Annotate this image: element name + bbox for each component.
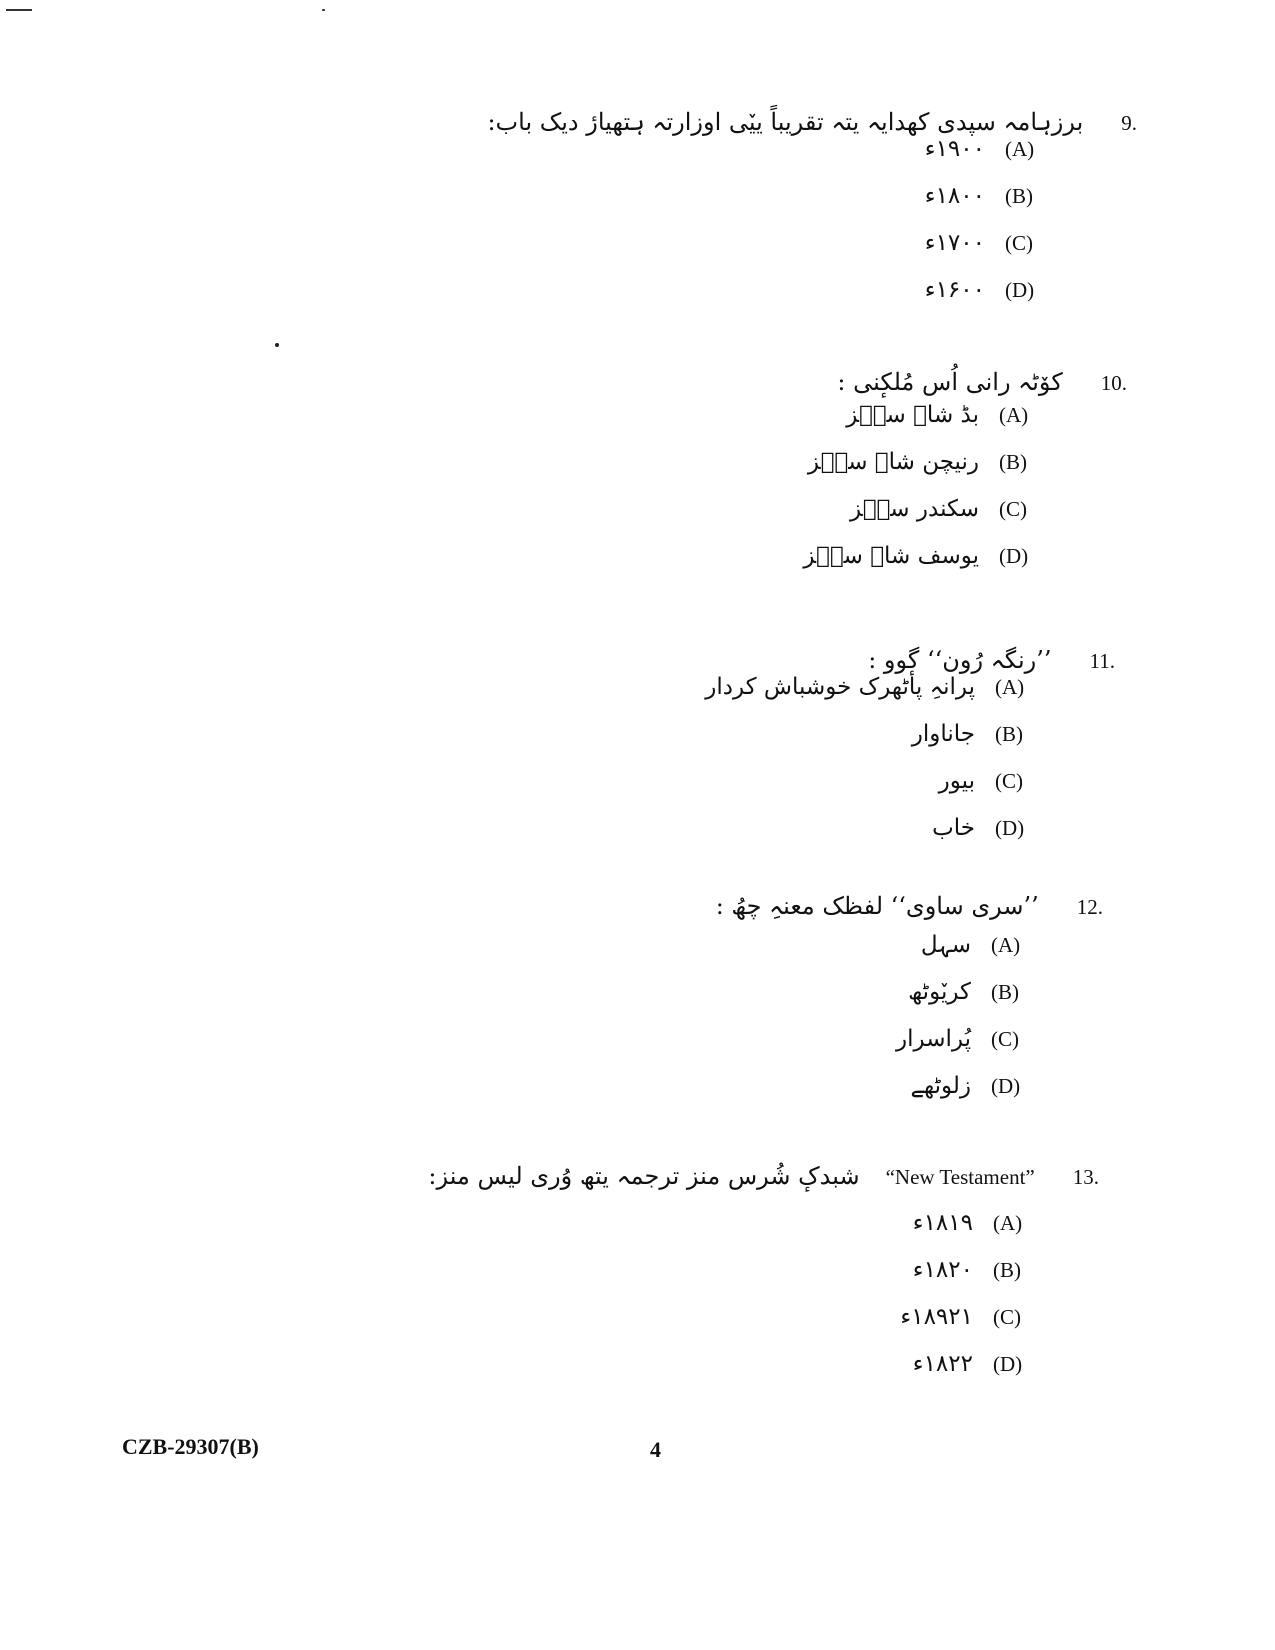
- options-list: [487, 136, 1047, 324]
- option-label: (D): [993, 1352, 1023, 1376]
- option-text: بیور: [938, 768, 975, 794]
- option-text: سکندر سنٛز: [850, 496, 979, 522]
- question-number: 9.: [1121, 111, 1137, 135]
- options-list: [705, 674, 1037, 862]
- option: [428, 1210, 1035, 1257]
- question-text: کوٚٹہ رانی اُس مُلکٕنی :: [837, 368, 1063, 396]
- option-text: جاناوار: [911, 721, 975, 747]
- option-label: (C): [1005, 231, 1033, 255]
- paper-code: CZB-29307(B): [122, 1434, 259, 1459]
- option: [428, 1351, 1035, 1398]
- option-label: (B): [999, 450, 1027, 474]
- option-label: (A): [1005, 137, 1035, 161]
- option-label: (A): [995, 675, 1025, 699]
- option-label: (D): [995, 816, 1025, 840]
- option-text: ۱۸۰۰ء: [924, 183, 985, 209]
- option: [803, 402, 1041, 449]
- option-text: پرانہِ پأٹھرک خوشباش کردار: [705, 674, 975, 700]
- option-label: (B): [991, 980, 1019, 1004]
- option: [716, 1026, 1033, 1073]
- page-number: 4: [650, 1437, 661, 1462]
- question-number: 11.: [1089, 649, 1115, 673]
- option-text: ۱۶۰۰ء: [924, 277, 985, 303]
- question-header: [705, 646, 1115, 674]
- option: [428, 1304, 1035, 1351]
- question-number: 12.: [1076, 895, 1103, 919]
- option-text: خاب: [932, 815, 975, 841]
- option: [487, 183, 1047, 230]
- option-label: (C): [999, 497, 1027, 521]
- option-label: (D): [999, 544, 1029, 568]
- option-text: زلوٹھے: [910, 1073, 971, 1099]
- option: [487, 230, 1047, 277]
- option-text: سہل: [920, 932, 971, 958]
- options-list: [716, 932, 1033, 1120]
- question-header: [716, 892, 1103, 920]
- question-header: [803, 368, 1127, 396]
- question-11: [705, 646, 1115, 862]
- question-10: [803, 368, 1127, 590]
- option: [716, 932, 1033, 979]
- option-text: ۱۸۱۹ء: [912, 1210, 973, 1236]
- option-text: رنیچن شاہ سنٛز: [807, 449, 979, 475]
- option-text: ۱۹۰۰ء: [924, 136, 985, 162]
- option: [705, 674, 1037, 721]
- question-term: “New Testament”: [885, 1165, 1035, 1189]
- question-9: [487, 108, 1137, 324]
- option: [705, 721, 1037, 768]
- question-header: [428, 1162, 1099, 1190]
- options-list: [428, 1210, 1035, 1398]
- option-label: (A): [993, 1211, 1023, 1235]
- option: [705, 815, 1037, 862]
- question-text: ’’رنگہ رُون‘‘ گوو :: [868, 646, 1052, 674]
- option-text: ۱۸۲۰ء: [912, 1257, 973, 1283]
- question-number: 10.: [1100, 371, 1127, 395]
- option-label: (C): [993, 1305, 1021, 1329]
- option: [803, 449, 1041, 496]
- question-header: [487, 108, 1137, 136]
- option-text: ۱۸۲۲ء: [912, 1351, 973, 1377]
- option-label: (B): [1005, 184, 1033, 208]
- scan-speck: [275, 343, 279, 347]
- scan-mark: [6, 9, 32, 11]
- option-label: (C): [995, 769, 1023, 793]
- option: [705, 768, 1037, 815]
- option-text: ۱۸۹۲۱ء: [900, 1304, 973, 1330]
- question-13: [428, 1162, 1099, 1398]
- option: [487, 277, 1047, 324]
- option-text: پُراسرار: [896, 1026, 971, 1052]
- option-text: بڈ شاہ سنٛز: [846, 402, 979, 428]
- question-text: برزہامہ سپدی کھدایہ یتہ تقریباً ییٚی اوزارتہ ہتھیارٔ دیک باب:: [487, 108, 1084, 136]
- option-label: (A): [991, 933, 1021, 957]
- option-label: (D): [991, 1074, 1021, 1098]
- option-label: (C): [991, 1027, 1019, 1051]
- option-text: کریٚوٹھ: [908, 979, 971, 1005]
- option: [803, 543, 1041, 590]
- option-text: ۱۷۰۰ء: [924, 230, 985, 256]
- option: [716, 979, 1033, 1026]
- question-text-urdu: شبدکٕ شُرس منز ترجمہ یتھ وُری لیس منز:: [428, 1162, 860, 1190]
- question-number: 13.: [1072, 1165, 1099, 1189]
- option-label: (B): [995, 722, 1023, 746]
- options-list: [803, 402, 1041, 590]
- option-label: (A): [999, 403, 1029, 427]
- question-text: ’’سری ساوی‘‘ لفظک معنہِ چھُ :: [715, 892, 1039, 920]
- scan-speck: [322, 9, 325, 11]
- question-12: [716, 892, 1103, 1120]
- option-text: یوسف شاہ سنٛز: [803, 543, 979, 569]
- option-label: (B): [993, 1258, 1021, 1282]
- option: [487, 136, 1047, 183]
- question-text: [428, 1162, 1034, 1190]
- option: [428, 1257, 1035, 1304]
- option-label: (D): [1005, 278, 1035, 302]
- option: [803, 496, 1041, 543]
- option: [716, 1073, 1033, 1120]
